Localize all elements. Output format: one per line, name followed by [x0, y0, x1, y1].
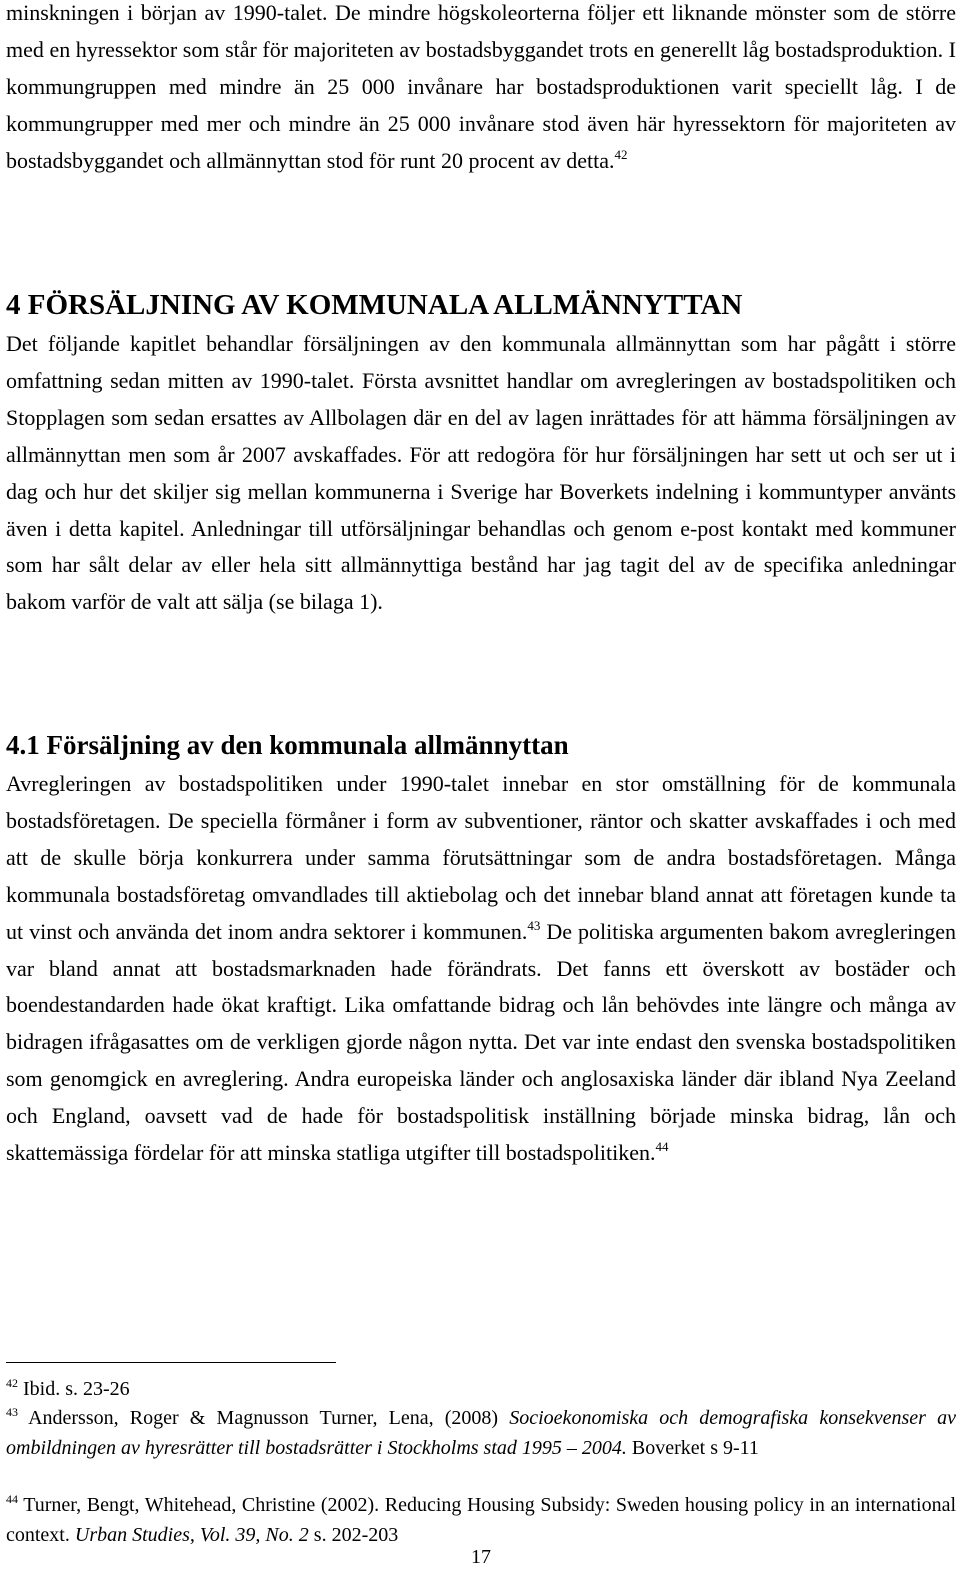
- footnote-tail: s. 202-203: [308, 1523, 399, 1546]
- footnote-text: Ibid. s. 23-26: [23, 1378, 130, 1400]
- footnote-43: [6, 1404, 956, 1463]
- paragraph-section-text-1: Avregleringen av bostadspolitiken under 1990-talet innebar en stor omställning för de kommunala bostadsföretagen. De speciella förmåner i form av subventioner, räntor och skatter avskaffades i och med att de skulle börja konkurrera under samma förutsättningar som de andra bostadsföretagen. Många kommunala bostadsföretag omvandlades till aktiebolag och det innebar bland annat att företagen kunde ta ut vinst och använda det inom andra sektorer i kommunen.: [6, 771, 956, 944]
- footnote-ref-44[interactable]: 44: [655, 1139, 669, 1155]
- paragraph-intro-text: minskningen i början av 1990-talet. De mindre högskoleorterna följer ett liknande mönster som de större med en hyressektor som står för majoriteten av bostadsbyggandet trots en generellt låg bostadsproduktion. I kommungruppen med mindre än 25 000 invånare har bostadsproduktionen varit speciellt låg. I de kommungrupper med mer och mindre än 25 000 invånare stod även här hyressektorn för majoriteten av bostadsbyggandet och allmännyttan stod för runt 20 procent av detta.: [6, 0, 956, 173]
- footnote-text: Andersson, Roger & Magnusson Turner, Lena, (2008): [28, 1407, 510, 1429]
- footnote-ref-43[interactable]: 43: [527, 917, 541, 933]
- paragraph-section: [6, 766, 956, 1172]
- section-heading: 4.1 Försäljning av den kommunala allmännyttan: [6, 730, 569, 760]
- paragraph-section-text-2: De politiska argumenten bakom avregleringen var bland annat att bostadsmarknaden hade förändrats. Det fanns ett överskott av bostäder och boendestandarden hade ökat kraftigt. Lika omfattande bidrag och lån behövdes inte längre och många av bidragen ifrågasattes om de verkligen gjorde någon nytta. Det var inte endast den svenska bostadspolitiken som genomgick en avreglering. Andra europeiska länder och anglosaxiska länder där ibland Nya Zeeland och England, oavsett vad de hade för bostadspolitisk inställning började minska bidrag, lån och skattemässiga fördelar för att minska statliga utgifter till bostadspolitiken.: [6, 918, 957, 1166]
- footnote-number: 44: [6, 1492, 18, 1506]
- chapter-heading: 4 FÖRSÄLJNING AV KOMMUNALA ALLMÄNNYTTAN: [6, 289, 743, 321]
- page-number: 17: [471, 1546, 491, 1568]
- paragraph-chapter-intro: Det följande kapitlet behandlar försäljningen av den kommunala allmännyttan som har pågått i större omfattning sedan mitten av 1990-talet. Första avsnittet handlar om avregleringen av bostadspolitiken och Stopplagen som sedan ersattes av Allbolagen där en del av lagen inrättades för att hämma försäljningen av allmännyttan men som år 2007 avskaffades. För att redogöra för hur försäljningen har sett ut och ser ut i dag och hur det skiljer sig mellan kommunerna i Sverige har Boverkets indelning i kommuntyper använts även i detta kapitel. Anledningar till utförsäljningar behandlas och genom e-post kontakt med kommuner som har sålt delar av eller hela sitt allmännyttiga bestånd har jag tagit del av de specifika anledningar bakom varför de valt att sälja (se bilaga 1).: [6, 331, 956, 615]
- paragraph-intro: [6, 0, 956, 180]
- footnote-42: [6, 1375, 956, 1405]
- footnote-44: [6, 1491, 956, 1550]
- footnote-text: Turner, Bengt, Whitehead, Christine (2002). Reducing Housing Subsidy: Sweden housing policy in an international context.: [6, 1494, 956, 1546]
- footnote-title: Socioekonomiska och demografiska konsekvenser av ombildningen av hyresrätter till bostadsrätter i Stockholms stad 1995 – 2004.: [6, 1407, 956, 1459]
- footnote-ref-42[interactable]: 42: [614, 146, 628, 162]
- footnote-number: 43: [6, 1405, 18, 1419]
- footnote-tail: Boverket s 9-11: [626, 1436, 759, 1459]
- footnote-number: 42: [6, 1376, 18, 1390]
- footnote-divider: [6, 1362, 336, 1363]
- footnote-journal: Urban Studies, Vol. 39, No. 2: [74, 1523, 309, 1546]
